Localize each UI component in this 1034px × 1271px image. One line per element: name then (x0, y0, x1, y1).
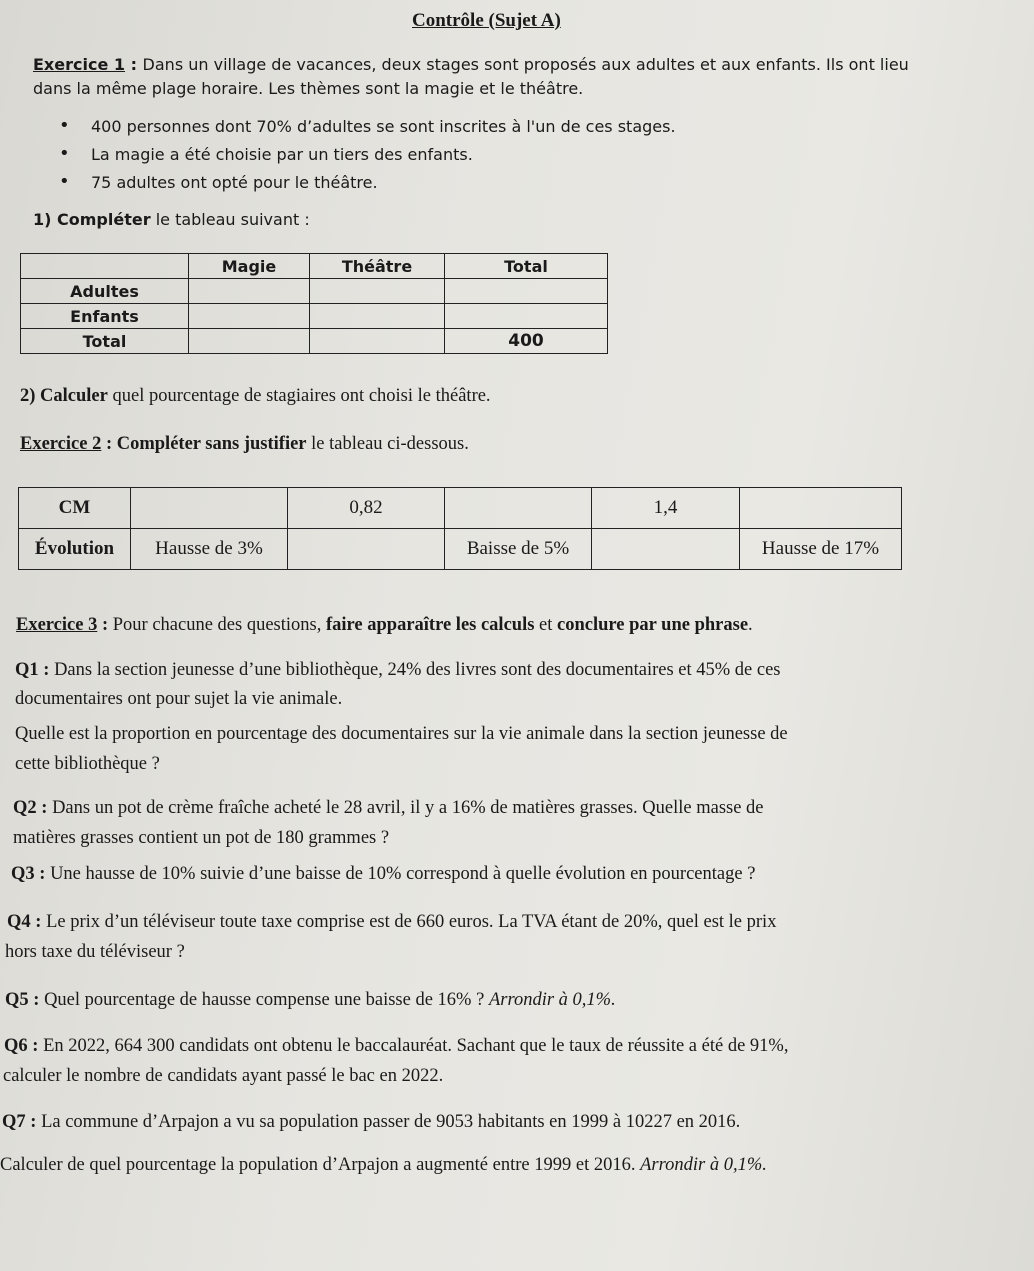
ex1-q1-verb: Compléter (57, 210, 151, 229)
ex3-q5-label: Q5 : (5, 990, 40, 1010)
ex1-table-header-total: Total (445, 254, 608, 279)
ex1-intro-line2: dans la même plage horaire. Les thèmes sont la magie et le théâtre. (33, 79, 584, 98)
ex3-q7-text1: La commune d’Arpajon a vu sa population passer de 9053 habitants en 1999 à 10227 en 2016. (36, 1112, 741, 1132)
ex3-q7-line1 (2, 1112, 740, 1133)
ex2-table-header-evolution: Évolution (19, 529, 131, 570)
ex3-q1-label: Q1 : (15, 660, 50, 680)
ex1-table-row-label: Total (21, 329, 189, 354)
ex3-q7-label: Q7 : (2, 1112, 37, 1132)
ex3-q5-line1 (5, 990, 616, 1011)
ex2-bold-text: Compléter sans justifier (116, 434, 307, 454)
ex2-table-cell[interactable] (131, 488, 288, 529)
ex3-q2-text1: Dans un pot de crème fraîche acheté le 28 avril, il y a 16% de matières grasses. Quelle masse de (47, 798, 764, 818)
page-title: Contrôle (Sujet A) (412, 10, 561, 31)
ex1-bullet-3: • 75 adultes ont opté pour le théâtre. (91, 173, 378, 192)
ex1-q1-rest: le tableau suivant : (150, 210, 310, 229)
ex3-q4-text1: Le prix d’un téléviseur toute taxe comprise est de 660 euros. La TVA étant de 20%, quel est le prix (41, 912, 777, 932)
ex2-table (18, 487, 902, 570)
ex3-q3-label: Q3 : (11, 864, 46, 884)
ex3-q3-text1: Une hausse de 10% suivie d’une baisse de 10% correspond à quelle évolution en pourcentage ? (45, 864, 756, 884)
ex2-intro (20, 434, 469, 455)
ex3-sep: : (97, 615, 113, 635)
ex3-q4-line2: hors taxe du téléviseur ? (5, 942, 185, 962)
ex2-table-cell[interactable] (445, 488, 592, 529)
ex3-q1-line4: cette bibliothèque ? (15, 754, 160, 774)
ex3-intro-c: et (534, 615, 558, 635)
ex1-table-cell[interactable] (310, 304, 445, 329)
ex2-table-cell[interactable] (740, 488, 902, 529)
ex3-q6-label: Q6 : (4, 1036, 39, 1056)
ex1-table-corner (21, 254, 189, 279)
ex2-table-cell: Baisse de 5% (445, 529, 592, 570)
ex1-table-cell[interactable] (310, 329, 445, 354)
ex1-question1 (33, 210, 310, 229)
ex2-rest-text: le tableau ci-dessous. (306, 434, 469, 454)
ex3-q4-line1 (7, 912, 776, 933)
ex3-q6-line1 (4, 1036, 788, 1057)
ex1-q2-verb: 2) Calculer (20, 386, 108, 406)
ex1-bullet-2: • La magie a été choisie par un tiers des enfants. (91, 145, 473, 164)
ex3-intro-e: . (748, 615, 753, 635)
ex2-table-cell: Hausse de 17% (740, 529, 902, 570)
ex3-label: Exercice 3 (16, 615, 98, 635)
ex3-intro-b: faire apparaître les calculs (325, 615, 535, 635)
ex1-table-row-label: Adultes (21, 279, 189, 304)
ex1-q1-number: 1) (33, 210, 58, 229)
ex2-table-cell[interactable] (592, 529, 740, 570)
ex1-q2-rest: quel pourcentage de stagiaires ont choisi le théâtre. (107, 386, 491, 406)
ex3-q6-line2: calculer le nombre de candidats ayant passé le bac en 2022. (3, 1066, 444, 1086)
ex1-sep: : (125, 55, 143, 74)
ex3-intro-d: conclure par une phrase (557, 615, 749, 635)
ex2-table-header-cm: CM (19, 488, 131, 529)
ex3-q7-rounding: Arrondir à 0,1%. (640, 1155, 767, 1175)
ex3-q1-line1 (15, 660, 781, 681)
ex3-intro (16, 615, 753, 636)
ex1-question2 (20, 386, 491, 407)
ex3-q3-line1 (11, 864, 755, 885)
ex1-table-row-label: Enfants (21, 304, 189, 329)
ex1-label: Exercice 1 (33, 55, 125, 74)
ex3-q5-rounding: Arrondir à 0,1%. (488, 990, 616, 1010)
ex1-table-header-theatre: Théâtre (310, 254, 445, 279)
ex1-table-cell[interactable] (445, 304, 608, 329)
ex3-q7-line2 (0, 1155, 767, 1176)
ex3-q2-line1 (13, 798, 764, 819)
ex1-table-cell[interactable] (310, 279, 445, 304)
ex2-table-cell: 1,4 (592, 488, 740, 529)
ex3-q1-line3: Quelle est la proportion en pourcentage des documentaires sur la vie animale dans la section jeunesse de (15, 724, 788, 744)
ex3-q5-text1: Quel pourcentage de hausse compense une baisse de 16% ? (39, 990, 489, 1010)
ex1-table-cell[interactable] (189, 304, 310, 329)
ex1-table-cell[interactable] (189, 279, 310, 304)
ex2-table-cell: 0,82 (288, 488, 445, 529)
ex2-sep: : (101, 434, 117, 454)
ex3-q2-line2: matières grasses contient un pot de 180 grammes ? (13, 828, 390, 848)
ex3-q4-label: Q4 : (7, 912, 42, 932)
ex3-q2-label: Q2 : (13, 798, 48, 818)
ex1-intro1-text: Dans un village de vacances, deux stages sont proposés aux adultes et aux enfants. Ils ont lieu (142, 55, 909, 74)
ex3-q6-text1: En 2022, 664 300 candidats ont obtenu le baccalauréat. Sachant que le taux de réussite a été de 91%, (38, 1036, 789, 1056)
ex3-q1-text1: Dans la section jeunesse d’une bibliothèque, 24% des livres sont des documentaires et 45% de ces (49, 660, 781, 680)
ex1-table-header-magie: Magie (189, 254, 310, 279)
ex3-q1-line2: documentaires ont pour sujet la vie animale. (15, 689, 343, 709)
ex3-q7-text2: Calculer de quel pourcentage la population d’Arpajon a augmenté entre 1999 et 2016. (0, 1155, 641, 1175)
ex1-bullet-1: • 400 personnes dont 70% d’adultes se sont inscrites à l'un de ces stages. (91, 117, 676, 136)
ex1-table-cell[interactable] (445, 279, 608, 304)
ex1-table (20, 253, 608, 354)
ex2-table-cell: Hausse de 3% (131, 529, 288, 570)
ex3-intro-a: Pour chacune des questions, (112, 615, 326, 635)
ex1-table-cell[interactable] (189, 329, 310, 354)
ex1-intro-line1 (33, 55, 909, 74)
ex2-table-cell[interactable] (288, 529, 445, 570)
ex2-label: Exercice 2 (20, 434, 102, 454)
ex1-table-total-value: 400 (445, 329, 608, 354)
